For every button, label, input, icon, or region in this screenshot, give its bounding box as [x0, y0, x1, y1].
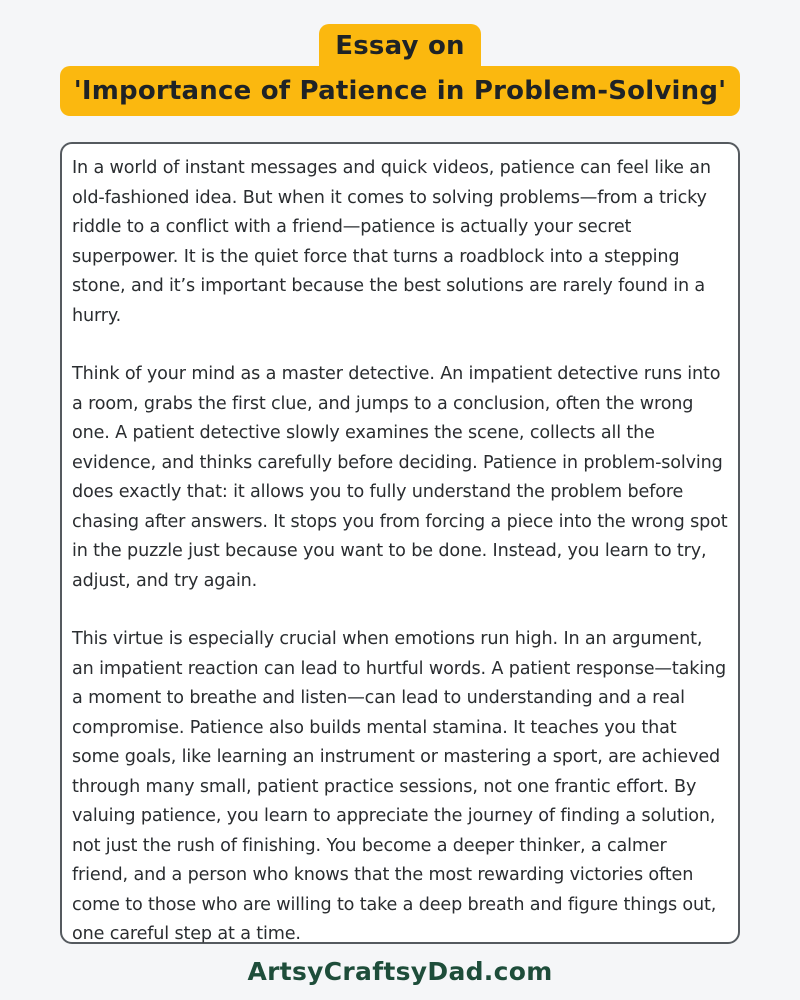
title-line-2: 'Importance of Patience in Problem-Solving': [60, 66, 741, 116]
essay-paragraph-2: Think of your mind as a master detective. An impatient detective runs into a room, grabs the first clue, and jumps to a conclusion, often the wrong one. A patient detective slowly examines the scene, collects all the evidence, and thinks carefully before deciding. Patience in problem-solving does exactly that: it allows you to fully understand the problem before chasing after answers. It stops you from forcing a piece into the wrong spot in the puzzle just because you want to be done. Instead, you learn to try, adjust, and try again.: [72, 364, 728, 591]
site-footer-brand: ArtsyCraftsyDad.com: [247, 957, 553, 986]
essay-paragraph-1: In a world of instant messages and quick videos, patience can feel like an old-fashioned idea. But when it comes to solving problems—from a tricky riddle to a conflict with a friend—patience is actually your secret superpower. It is the quiet force that turns a roadblock into a stepping stone, and it’s important because the best solutions are rarely found in a hurry.: [72, 158, 711, 326]
title-line-1: Essay on: [319, 24, 480, 68]
essay-title: [0, 24, 800, 116]
essay-paragraph-3: This virtue is especially crucial when emotions run high. In an argument, an impatient reaction can lead to hurtful words. A patient response—taking a moment to breathe and listen—can lead to understanding and a real compromise. Patience also builds mental stamina. It teaches you that some goals, like learning an instrument or mastering a sport, are achieved through many small, patient practice sessions, not one frantic effort. By valuing patience, you learn to appreciate the journey of finding a solution, not just the rush of finishing. You become a deeper thinker, a calmer friend, and a person who knows that the most rewarding victories often come to those who are willing to take a deep breath and figure things out, one careful step at a time.: [72, 629, 727, 944]
essay-text-box: [60, 142, 740, 944]
